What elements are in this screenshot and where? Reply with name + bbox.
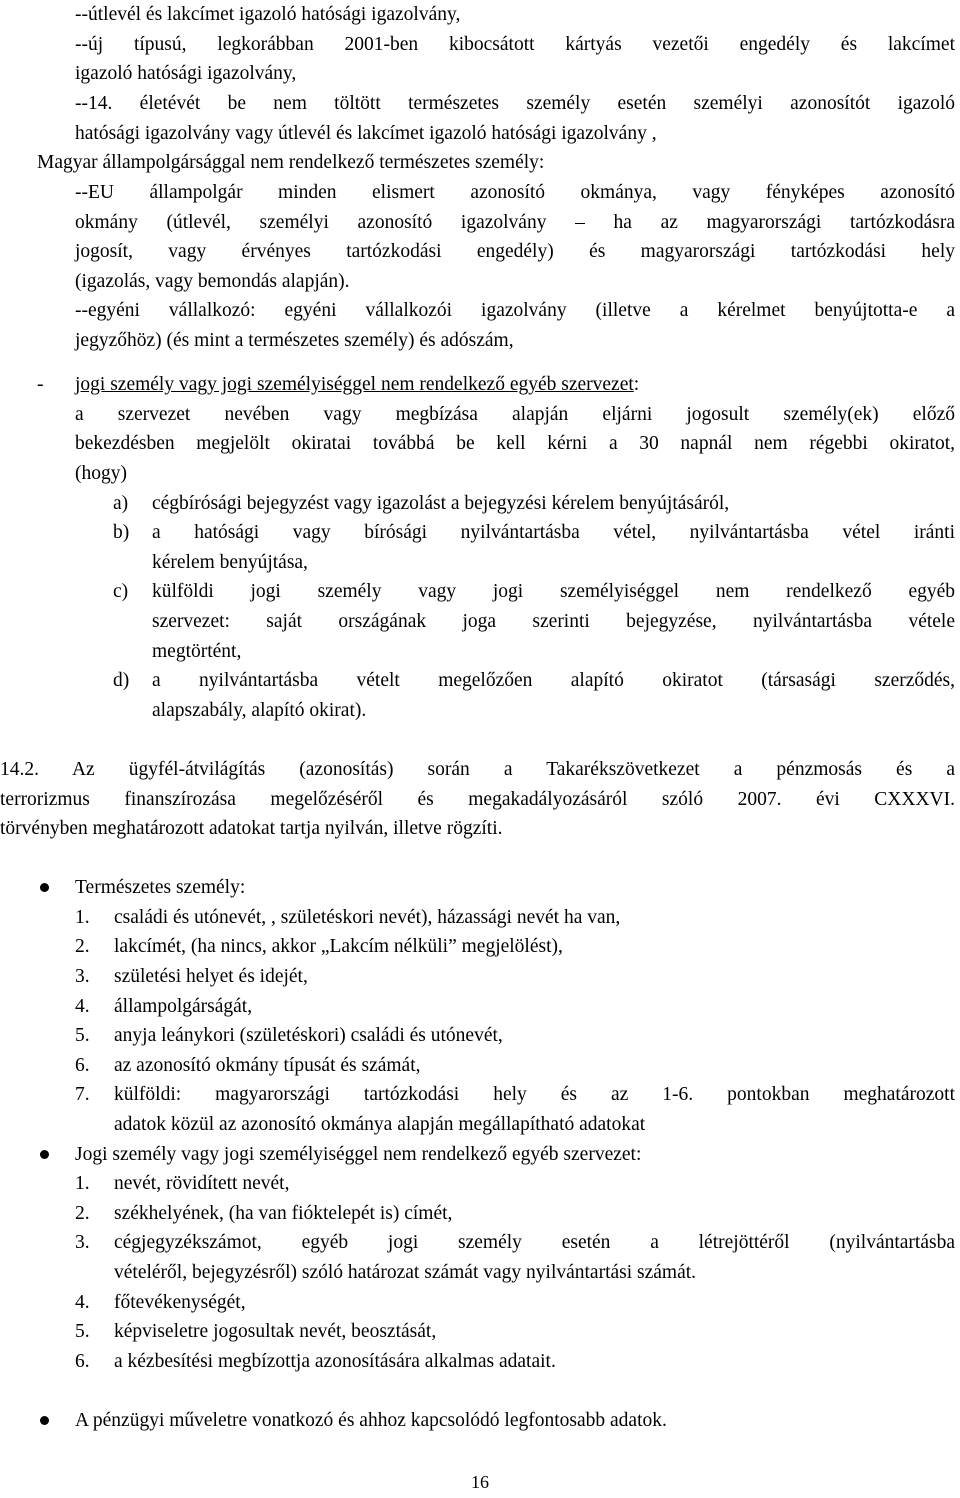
numbered-line: adatok közül az azonosító okmánya alapján megállapítható adatokat: [114, 1114, 646, 1135]
jogi-heading-line: [75, 370, 955, 400]
lettered-line: szervezet: saját országának joga szerinti bejegyzése, nyilvántartásba vétele: [152, 611, 955, 632]
numbered-label: 5.: [75, 1321, 90, 1342]
numbered-label: 1.: [75, 907, 90, 928]
numbered-line: állampolgárságát,: [114, 996, 253, 1017]
lettered-label: d): [113, 670, 130, 691]
lettered-line: a hatósági vagy bírósági nyilvántartásba vétel, nyilvántartásba vétel iránti: [152, 522, 955, 543]
top-line: --útlevél és lakcímet igazoló hatósági igazolvány,: [75, 4, 461, 25]
top-line: jogosít, vagy érvényes tartózkodási engedély) és magyarországi tartózkodási hely: [75, 241, 955, 262]
section-14-2-line: terrorizmus finanszírozása megelőzéséről és megakadályozásáról szóló 2007. évi CXXXVI.: [0, 789, 955, 810]
top-line: jegyzőhöz) (és mint a természetes személy) és adószám,: [75, 330, 514, 351]
bullet3-title: A pénzügyi műveletre vonatkozó és ahhoz kapcsolódó legfontosabb adatok.: [75, 1410, 667, 1431]
jogi-dash: -: [37, 374, 44, 395]
top-line: igazoló hatósági igazolvány,: [75, 63, 297, 84]
top-line: (igazolás, vagy bemondás alapján).: [75, 271, 350, 292]
section-14-2-line: 14.2. Az ügyfél-átvilágítás (azonosítás) során a Takarékszövetkezet a pénzmosás és a: [0, 759, 955, 780]
lettered-line: megtörtént,: [152, 641, 242, 662]
numbered-label: 3.: [75, 1232, 90, 1253]
lettered-line: cégbírósági bejegyzést vagy igazolást a bejegyzési kérelem benyújtásáról,: [152, 493, 730, 514]
bullet2-title: Jogi személy vagy jogi személyiséggel nem rendelkező egyéb szervezet:: [75, 1144, 642, 1165]
numbered-label: 3.: [75, 966, 90, 987]
numbered-label: 2.: [75, 936, 90, 957]
numbered-line: főtevékenységét,: [114, 1292, 246, 1313]
page-number: 16: [471, 1472, 489, 1492]
lettered-label: b): [113, 522, 130, 543]
top-line: hatósági igazolvány vagy útlevél és lakcímet igazoló hatósági igazolvány ,: [75, 123, 657, 144]
numbered-line: születési helyet és idejét,: [114, 966, 308, 987]
lettered-line: kérelem benyújtása,: [152, 552, 308, 573]
numbered-line: képviseletre jogosultak nevét, beosztását,: [114, 1321, 437, 1342]
bullet-icon: [40, 1416, 49, 1425]
numbered-line: a kézbesítési megbízottja azonosítására alkalmas adatait.: [114, 1351, 556, 1372]
bullet-icon: [40, 883, 49, 892]
lettered-line: külföldi jogi személy vagy jogi személyiséggel nem rendelkező egyéb: [152, 581, 955, 602]
numbered-label: 1.: [75, 1173, 90, 1194]
numbered-line: anyja leánykori (születéskori) családi és utónevét,: [114, 1025, 503, 1046]
numbered-line: székhelyének, (ha van fióktelepét is) címét,: [114, 1203, 453, 1224]
top-line: --egyéni vállalkozó: egyéni vállalkozói igazolvány (illetve a kérelmet benyújtotta-e a: [75, 300, 955, 321]
bullet-icon: [40, 1150, 49, 1159]
numbered-line: családi és utónevét, , születéskori nevét), házassági nevét ha van,: [114, 907, 621, 928]
numbered-line: cégjegyzékszámot, egyéb jogi személy esetén a létrejöttéről (nyilvántartásba: [114, 1232, 955, 1253]
jogi-body-line: bekezdésben megjelölt okiratai továbbá be kell kérni a 30 napnál nem régebbi okiratot,: [75, 433, 955, 454]
bullet1-title: Természetes személy:: [75, 877, 246, 898]
jogi-body-line: a szervezet nevében vagy megbízása alapján eljárni jogosult személy(ek) előző: [75, 404, 955, 425]
section-14-2-line: törvényben meghatározott adatokat tartja nyilván, illetve rögzíti.: [0, 818, 503, 839]
numbered-line: külföldi: magyarországi tartózkodási hely és az 1-6. pontokban meghatározott: [114, 1084, 955, 1105]
top-line: --14. életévét be nem töltött természetes személy esetén személyi azonosítót igazoló: [75, 93, 955, 114]
numbered-line: nevét, rövidített nevét,: [114, 1173, 290, 1194]
jogi-heading-colon: :: [633, 374, 640, 395]
numbered-label: 2.: [75, 1203, 90, 1224]
lettered-label: a): [113, 493, 129, 514]
numbered-label: 4.: [75, 996, 90, 1017]
lettered-label: c): [113, 581, 129, 602]
numbered-label: 7.: [75, 1084, 90, 1105]
lettered-line: alapszabály, alapító okirat).: [152, 700, 367, 721]
lettered-line: a nyilvántartásba vételt megelőzően alapító okiratot (társasági szerződés,: [152, 670, 955, 691]
jogi-body-line: (hogy): [75, 463, 127, 484]
numbered-line: vételéről, bejegyzésről) szóló határozat számát vagy nyilvántartási számát.: [114, 1262, 697, 1283]
numbered-line: lakcímét, (ha nincs, akkor „Lakcím nélküli” megjelölést),: [114, 936, 563, 957]
numbered-label: 4.: [75, 1292, 90, 1313]
top-line: --EU állampolgár minden elismert azonosító okmánya, vagy fényképes azonosító: [75, 182, 955, 203]
top-line: okmány (útlevél, személyi azonosító igazolvány – ha az magyarországi tartózkodásra: [75, 212, 955, 233]
numbered-label: 6.: [75, 1351, 90, 1372]
numbered-label: 5.: [75, 1025, 90, 1046]
numbered-label: 6.: [75, 1055, 90, 1076]
top-line: Magyar állampolgársággal nem rendelkező természetes személy:: [37, 152, 545, 173]
top-line: --új típusú, legkorábban 2001-ben kibocsátott kártyás vezetői engedély és lakcímet: [75, 34, 955, 55]
numbered-line: az azonosító okmány típusát és számát,: [114, 1055, 421, 1076]
jogi-heading: jogi személy vagy jogi személyiséggel nem rendelkező egyéb szervezet: [75, 374, 634, 395]
